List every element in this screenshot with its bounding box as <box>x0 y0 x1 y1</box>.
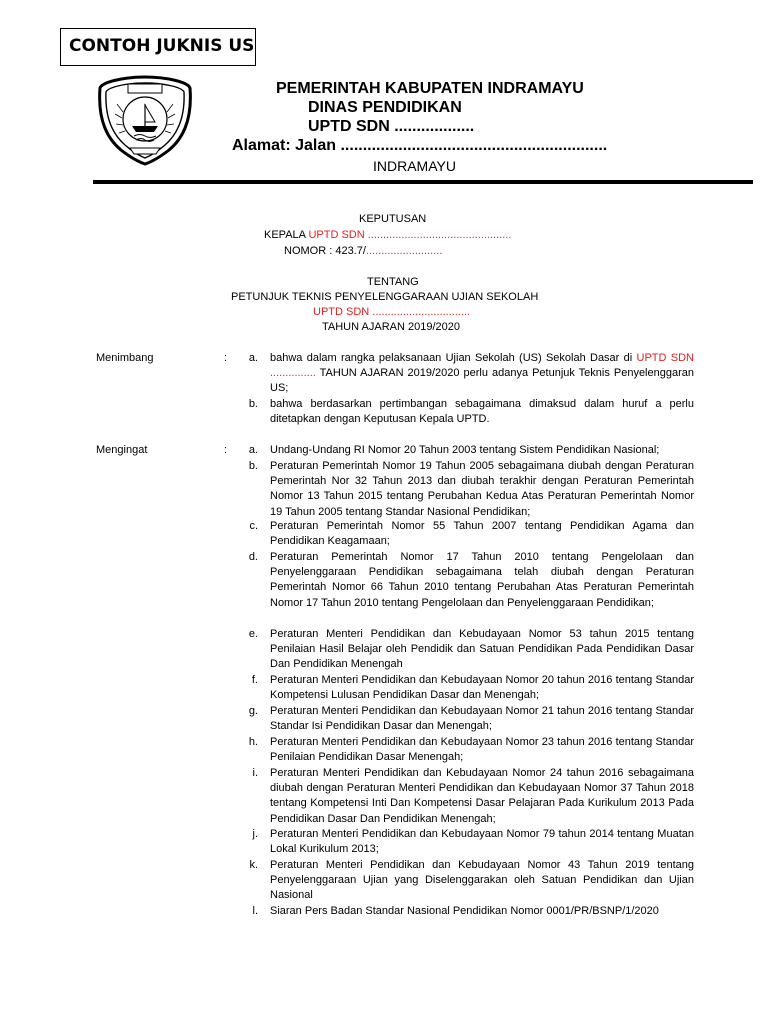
mengingat-item-letter: b. <box>248 460 258 472</box>
mengingat-item-letter: f. <box>251 674 258 686</box>
decision-number: NOMOR : 423.7/ <box>284 245 366 257</box>
decision-head-school: UPTD SDN <box>308 229 368 241</box>
mengingat-item-text: Peraturan Menteri Pendidikan dan Kebudayaan Nomor 53 tahun 2015 tentang Penilaian Hasil Belajar oleh Pendidik dan Satuan Pendidikan Pada Pendidikan Dasar Dan Pendidikan Menengah <box>270 628 694 671</box>
menimbang-label: Menimbang <box>96 352 154 364</box>
decision-school-line <box>313 306 470 318</box>
regency-emblem-logo <box>96 74 194 166</box>
mengingat-item-text: Peraturan Menteri Pendidikan dan Kebudayaan Nomor 43 Tahun 2019 tentang Penyelenggaraan Ujian yang Diselenggarakan oleh Satuan Pendidikan dan Ujian Nasional <box>270 859 694 902</box>
decision-number-line <box>284 245 442 257</box>
mengingat-item-letter: c. <box>249 520 258 532</box>
menimbang-item-letter: b. <box>248 398 258 410</box>
decision-about: TENTANG <box>367 276 419 288</box>
mengingat-item-text: Peraturan Pemerintah Nomor 55 Tahun 2007 tentang Pendidikan Agama dan Pendidikan Keagamaan; <box>270 520 694 548</box>
mengingat-colon: : <box>224 444 228 456</box>
decision-head-prefix: KEPALA <box>264 229 309 241</box>
mengingat-item-letter: a. <box>248 444 258 456</box>
decision-head-line <box>264 229 511 241</box>
mengingat-item-text: Peraturan Menteri Pendidikan dan Kebudayaan Nomor 21 tahun 2016 tentang Standar Standar Isi Pendidikan Dasar dan Menengah; <box>270 705 694 733</box>
letterhead-school: UPTD SDN .................. <box>308 118 475 135</box>
menimbang-item-letter: a. <box>248 352 258 364</box>
decision-school: UPTD SDN <box>313 306 373 318</box>
mengingat-item-letter: l. <box>252 905 258 917</box>
mengingat-item-text: Peraturan Menteri Pendidikan dan Kebudayaan Nomor 20 tahun 2016 tentang Standar Kompetensi Lulusan Pendidikan Dasar dan Menengah; <box>270 674 694 702</box>
decision-head-dots: ............................................... <box>367 229 512 241</box>
mengingat-item-text: Peraturan Menteri Pendidikan dan Kebudayaan Nomor 23 tahun 2016 tentang Standar Penilaian Pendidikan Dasar Menengah; <box>270 736 694 764</box>
letterhead-divider <box>93 180 753 184</box>
menimbang-item-text: bahwa dalam rangka pelaksanaan Ujian Sekolah (US) Sekolah Dasar di UPTD SDN ............... TAHUN AJARAN 2019/2020 perlu adanya Petunjuk Teknis Penyelenggaran US; <box>270 352 694 395</box>
letterhead-city: INDRAMAYU <box>373 158 456 174</box>
mengingat-item-text: Peraturan Menteri Pendidikan dan Kebudayaan Nomor 79 tahun 2014 tentang Muatan Lokal Kurikulum 2013; <box>270 828 694 856</box>
decision-title: KEPUTUSAN <box>359 213 427 225</box>
mengingat-item-letter: h. <box>248 736 258 748</box>
mengingat-item-text: Siaran Pers Badan Standar Nasional Pendidikan Nomor 0001/PR/BSNP/1/2020 <box>270 905 659 917</box>
menimbang-item-text: bahwa berdasarkan pertimbangan sebagaimana dimaksud dalam huruf a perlu ditetapkan dengan Keputusan Kepala UPTD. <box>270 398 694 426</box>
mengingat-item-text: Peraturan Pemerintah Nomor 19 Tahun 2005 sebagaimana diubah dengan Peraturan Pemerintah Nor 32 Tahun 2013 dan diubah terakhir dengan Peraturan Pemerintah Nomor 13 Tahun 2015 tentang Perubahan Kedua Atas Peraturan Pemerintah Nomor 19 Tahun 2005 tentang Standar Nasional Pendidikan; <box>270 460 694 518</box>
mengingat-item-text: Undang-Undang RI Nomor 20 Tahun 2003 tentang Sistem Pendidikan Nasional; <box>270 444 660 456</box>
menimbang-colon: : <box>224 352 228 364</box>
document-label: CONTOH JUKNIS US <box>60 28 256 66</box>
decision-number-dots: ......................... <box>365 245 443 257</box>
letterhead-department: DINAS PENDIDIKAN <box>308 99 462 116</box>
mengingat-item-letter: k. <box>249 859 258 871</box>
decision-year: TAHUN AJARAN 2019/2020 <box>322 321 460 333</box>
decision-school-dots: ................................ <box>372 306 471 318</box>
mengingat-item-text: Peraturan Pemerintah Nomor 17 Tahun 2010 tentang Pengelolaan dan Penyelenggaraan Pendidikan sebagaimana telah diubah dengan Peraturan Pemerintah Nomor 66 Tahun 2010 tentang Perubahan Atas Peraturan Pemerintah Nomor 17 Tahun 2010 tentang Pengelolaan dan Penyelenggaraan Pendidikan; <box>270 551 694 609</box>
letterhead-address: Alamat: Jalan ............................................................ <box>232 137 608 154</box>
decision-subject: PETUNJUK TEKNIS PENYELENGGARAAN UJIAN SEKOLAH <box>231 291 539 303</box>
mengingat-item-letter: d. <box>248 551 258 563</box>
mengingat-item-letter: i. <box>252 767 258 779</box>
letterhead-government: PEMERINTAH KABUPATEN INDRAMAYU <box>276 80 584 97</box>
mengingat-item-letter: e. <box>248 628 258 640</box>
mengingat-label: Mengingat <box>96 444 148 456</box>
mengingat-item-letter: g. <box>248 705 258 717</box>
mengingat-item-text: Peraturan Menteri Pendidikan dan Kebudayaan Nomor 24 tahun 2016 sebagaimana diubah dengan Peraturan Menteri Pendidikan dan Kebudayaan Nomor 37 Tahun 2018 tentang Kompetensi Inti Dan Kompetensi Dasar Pelajaran Pada Kurikulum 2013 Pada Pendidikan Dasar Dan Pendidikan Menengah; <box>270 767 694 825</box>
mengingat-item-letter: j. <box>252 828 258 840</box>
